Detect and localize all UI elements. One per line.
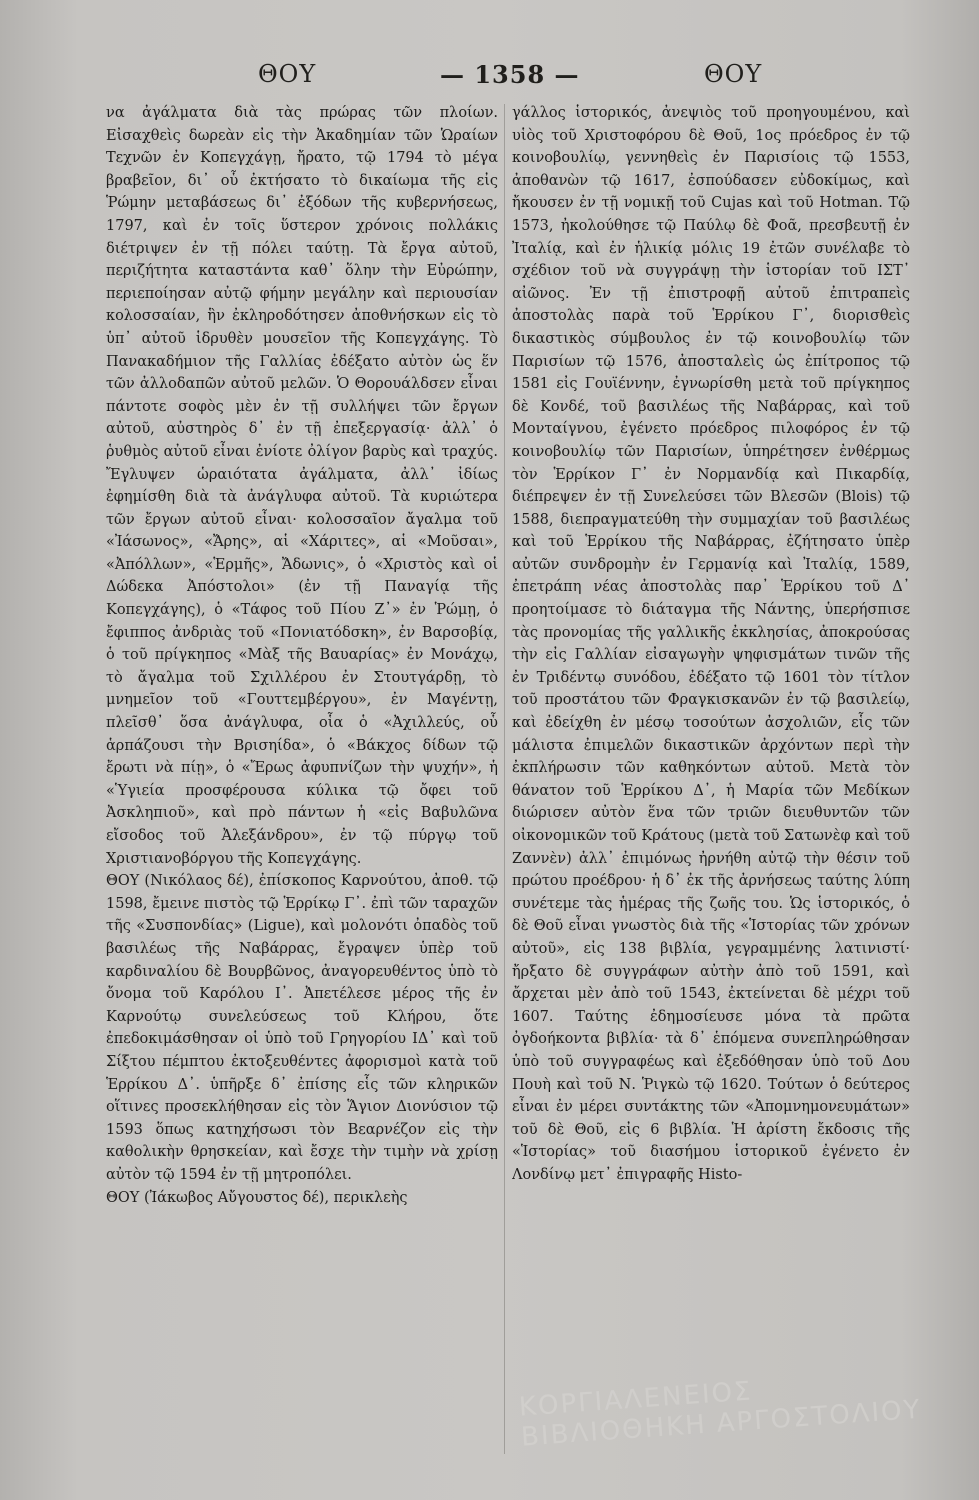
right-text-column: [512, 102, 910, 1462]
entry-thou-jacques-auguste-start: ΘΟΥ (Ἰάκωβος Αὔγουστος δέ), περικλεὴς: [106, 1189, 408, 1206]
header-right-keyword: ΘΟΥ: [704, 60, 763, 88]
page-number: — 1358 —: [440, 60, 580, 89]
library-watermark: ΚΟΡΓΙΑΛΕΝΕΙΟΣ ΒΙΒΛΙΟΘΗΚΗ ΑΡΓΟΣΤΟΛΙΟΥ: [518, 1376, 923, 1453]
column-divider: [504, 104, 505, 1454]
header-left-keyword: ΘΟΥ: [258, 60, 317, 88]
entry-thou-jacques-auguste-continued: γάλλος ἱστορικός, ἀνεψιὸς τοῦ προηγουμένου, καὶ υἱὸς τοῦ Χριστοφόρου δὲ Θοῦ, 1ος πρόεδρος ἐν τῷ κοινοβουλίῳ, γεννηθεὶς ἐν Παρισίοις τῷ 1553, ἀποθανὼν τῷ 1617, ἐσπούδασεν εὐδοκίμως, καὶ ἤκουσεν ἐν τῇ νομικῇ τοῦ Cujas καὶ τοῦ Hotman. Τῷ 1573, ἠκολούθησε τῷ Παύλῳ δὲ Φοᾶ, πρεσβευτῇ ἐν Ἰταλίᾳ, καὶ ἐν ἡλικίᾳ μόλις 19 ἐτῶν συνέλαβε τὸ σχέδιον τοῦ νὰ συγγράψῃ τὴν ἱστορίαν τοῦ ΙΣΤ᾽ αἰῶνος. Ἐν τῇ ἐπιστροφῇ αὐτοῦ ἐπιτραπεὶς ἀποστολὰς παρὰ τοῦ Ἑρρίκου Γ᾽, διορισθεὶς δικαστικὸς σύμβουλος ἐν τῷ κοινοβουλίῳ τῶν Παρισίων τῷ 1576, ἀποσταλεὶς ὡς ἐπίτροπος τῷ 1581 εἰς Γουϊέννην, ἐγνωρίσθη μετὰ τοῦ πρίγκηπος δὲ Κονδέ, τοῦ βασιλέως τῆς Ναβάρρας, καὶ τοῦ Μονταίγνου, ἐγένετο πρόεδρος πιλοφόρος ἐν τῷ κοινοβουλίῳ τῶν Παρισίων, ὑπηρέτησεν ἐνθέρμως τὸν Ἑρρίκον Γ᾽ ἐν Νορμανδίᾳ καὶ Πικαρδίᾳ, διέπρεψεν ἐν τῇ Συνελεύσει τῶν Βλεσῶν (Blois) τῷ 1588, διεπραγματεύθη τὴν συμμαχίαν τοῦ βασιλέως καὶ τοῦ Ἑρρίκου τῆς Ναβάρρας, ἐζήτησατο ὑπὲρ αὐτῶν συνδρομὴν ἐν Γερμανίᾳ καὶ Ἰταλίᾳ, 1589, ἐπετράπη νέας ἀποστολὰς παρ᾽ Ἑρρίκου τοῦ Δ᾽ προητοίμασε τὸ διάταγμα τῆς Νάντης, ὑπερήσπισε τὰς προνομίας τῆς γαλλικῆς ἐκκλησίας, ἀποκρούσας τὴν εἰς Γαλλίαν εἰσαγωγὴν ψηφισμάτων τινῶν τῆς ἐν Τριδέντῳ συνόδου, ἐδέξατο τῷ 1601 τὸν τίτλον τοῦ προστάτου τῶν Φραγκισκανῶν ἐν τῷ βασιλείῳ, καὶ ἐδείχθη ἐν μέσῳ τοσούτων ἀσχολιῶν, εἷς τῶν μάλιστα ἐπιμελῶν δικαστικῶν ἀρχόντων περὶ τὴν ἐκπλήρωσιν τῶν καθηκόντων αὐτοῦ. Μετὰ τὸν θάνατον τοῦ Ἑρρίκου Δ᾽, ἡ Μαρία τῶν Μεδίκων διώρισεν αὐτὸν ἕνα τῶν τριῶν διευθυντῶν τῶν οἰκονομικῶν τοῦ Κράτους (μετὰ τοῦ Σατωνὲφ καὶ τοῦ Ζαννὲν) ἀλλ᾽ ἐπιμόνως ἠρνήθη αὐτῷ τὴν θέσιν τοῦ πρώτου προέδρου· ἡ δ᾽ ἐκ τῆς ἀρνήσεως ταύτης λύπη συνέτεμε τὰς ἡμέρας τῆς ζωῆς του. Ὡς ἱστορικός, ὁ δὲ Θοῦ εἶναι γνωστὸς διὰ τῆς «Ἱστορίας τῶν χρόνων αὐτοῦ», εἰς 138 βιβλία, γεγραμμένης λατινιστί· ἤρξατο δὲ συγγράφων αὐτὴν ἀπὸ τοῦ 1591, καὶ ἄρχεται μὲν ἀπὸ τοῦ 1543, ἐκτείνεται δὲ μέχρι τοῦ 1607. Ταύτης ἐδημοσίευσε μόνα τὰ πρῶτα ὀγδοήκοντα βιβλία· τὰ δ᾽ ἑπόμενα συνεπληρώθησαν ὑπὸ τοῦ συγγραφέως καὶ ἐξεδόθησαν ὑπὸ τοῦ Δου Πουὴ καὶ τοῦ Ν. Ῥιγκὼ τῷ 1620. Τούτων ὁ δεύτερος εἶναι ἐν μέρει συντάκτης τῶν «Ἀπομνημονευμάτων» τοῦ δὲ Θοῦ, εἰς 6 βιβλία. Ἡ ἀρίστη ἔκδοσις τῆς «Ἱστορίας» τοῦ διασήμου ἱστορικοῦ ἐγένετο ἐν Λονδίνῳ μετ᾽ ἐπιγραφῆς Histo-: [512, 105, 910, 1183]
left-text-column: [106, 102, 498, 1462]
entry-thou-nicolas: ΘΟΥ (Νικόλαος δέ), ἐπίσκοπος Καρνούτου, ἀποθ. τῷ 1598, ἔμεινε πιστὸς τῷ Ἑρρίκῳ Γ᾽. ἐπὶ τῶν ταραχῶν τῆς «Συσπονδίας» (Ligue), καὶ μολονότι ὀπαδὸς τοῦ βασιλέως τῆς Ναβάρρας, ἔγραψεν ὑπὲρ τοῦ καρδιναλίου δὲ Βουρβῶνος, ἀναγορευθέντος ὑπὸ τὸ ὄνομα τοῦ Καρόλου Ι᾽. Ἀπετέλεσε μέρος τῆς ἐν Καρνούτῳ συνελεύσεως τοῦ Κλήρου, ὅτε ἐπεδοκιμάσθησαν οἱ ὑπὸ τοῦ Γρηγορίου ΙΔ᾽ καὶ τοῦ Σίξτου πέμπτου ἐκτοξευθέντες ἀφορισμοὶ κατὰ τοῦ Ἑρρίκου Δ᾽. ὑπῆρξε δ᾽ ἐπίσης εἷς τῶν κληρικῶν οἵτινες προσεκλήθησαν εἰς τὸν Ἅγιον Διονύσιον τῷ 1593 ὅπως κατηχήσωσι τὸν Βεαρνέζον εἰς τὴν καθολικὴν θρησκείαν, καὶ ἔσχε τὴν τιμὴν νὰ χρίσῃ αὐτὸν τῷ 1594 ἐν τῇ μητροπόλει.: [106, 873, 498, 1183]
running-header: [0, 60, 979, 94]
entry-thorvaldsen-continued: να ἀγάλματα διὰ τὰς πρώρας τῶν πλοίων. Εἰσαχθεὶς δωρεὰν εἰς τὴν Ἀκαδημίαν τῶν Ὡραίων Τεχνῶν ἐν Κοπεγχάγῃ, ἤρατο, τῷ 1794 τὸ μέγα βραβεῖον, δι᾽ οὗ ἐκτήσατο τὸ δικαίωμα τῆς εἰς Ῥώμην μεταβάσεως δι᾽ ἐξόδων τῆς κυβερνήσεως, 1797, καὶ ἐν τοῖς ὕστερον χρόνοις πολλάκις διέτριψεν ἐν τῇ πόλει ταύτῃ. Τὰ ἔργα αὐτοῦ, περιζήτητα καταστάντα καθ᾽ ὅλην τὴν Εὐρώπην, περιεποίησαν αὐτῷ φήμην μεγάλην καὶ περιουσίαν κολοσσαίαν, ἣν ἐκληροδότησεν ἀποθνήσκων εἰς τὸ ὑπ᾽ αὐτοῦ ἱδρυθὲν μουσεῖον τῆς Κοπεγχάγης. Τὸ Πανακαδήμιον τῆς Γαλλίας ἐδέξατο αὐτὸν ὡς ἕν τῶν ἀλλοδαπῶν αὐτοῦ μελῶν. Ὁ Θορουάλδσεν εἶναι πάντοτε σοφὸς μὲν ἐν τῇ συλλήψει τῶν ἔργων αὐτοῦ, αὐστηρὸς δ᾽ ἐν τῇ ἐπεξεργασίᾳ· ἀλλ᾽ ὁ ῥυθμὸς αὐτοῦ εἶναι ἐνίοτε ὀλίγον βαρὺς καὶ τραχύς. Ἔγλυψεν ὡραιότατα ἀγάλματα, ἀλλ᾽ ἰδίως ἐφημίσθη διὰ τὰ ἀνάγλυφα αὐτοῦ. Τὰ κυριώτερα τῶν ἔργων αὐτοῦ εἶναι· κολοσσαῖον ἄγαλμα τοῦ «Ἰάσωνος», «Ἄρης», αἱ «Χάριτες», αἱ «Μοῦσαι», «Ἀπόλλων», «Ἑρμῆς», Ἄδωνις», ὁ «Χριστὸς καὶ οἱ Δώδεκα Ἀπόστολοι» (ἐν τῇ Παναγίᾳ τῆς Κοπεγχάγης), ὁ «Τάφος τοῦ Πίου Ζ᾽» ἐν Ῥώμῃ, ὁ ἔφιππος ἀνδριὰς τοῦ «Πονιατόδσκη», ἐν Βαρσοβίᾳ, ὁ τοῦ πρίγκηπος «Μὰξ τῆς Βαυαρίας» ἐν Μονάχῳ, τὸ ἄγαλμα τοῦ Σχιλλέρου ἐν Στουτγάρδῃ, τὸ μνημεῖον τοῦ «Γουττεμβέργου», ἐν Μαγέντῃ, πλεῖσθ᾽ ὅσα ἀνάγλυφα, οἷα ὁ «Ἀχιλλεύς, οὗ ἁρπάζουσι τὴν Βρισηίδα», ὁ «Βάκχος δίδων τῷ ἔρωτι νὰ πίῃ», ὁ «Ἔρως ἀφυπνίζων τὴν ψυχήν», ἡ «Ὑγιεία προσφέρουσα κύλικα τῷ ὄφει τοῦ Ἀσκληπιοῦ», καὶ πρὸ πάντων ἡ «εἰς Βαβυλῶνα εἴσοδος τοῦ Ἀλεξάνδρου», ἐν τῷ πύργῳ τοῦ Χριστιανοβόργου τῆς Κοπεγχάγης.: [106, 105, 498, 867]
